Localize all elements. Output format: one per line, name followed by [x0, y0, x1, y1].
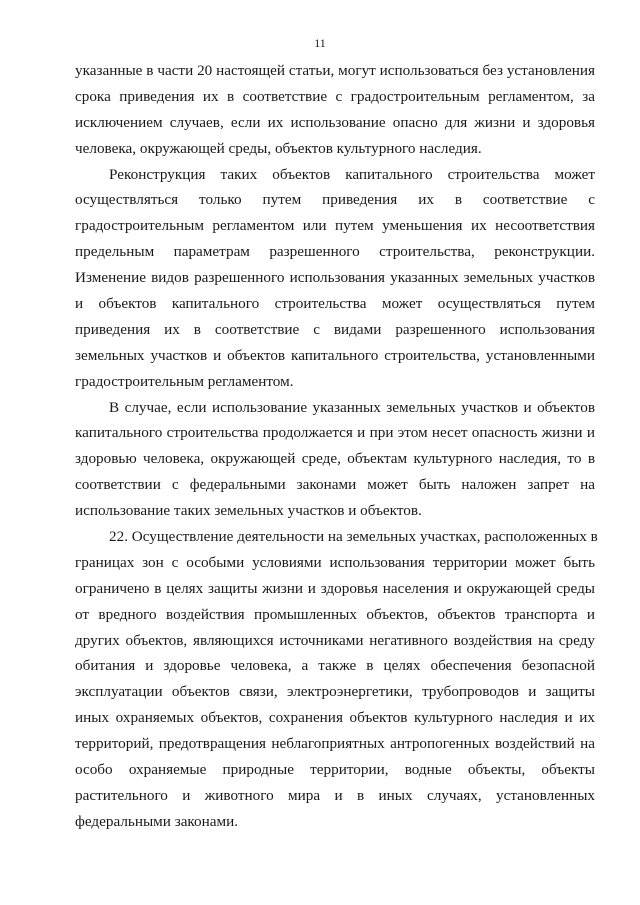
text-line: исключением случаев, если их использование опасно для жизни и здоровья	[75, 113, 595, 131]
text-line: капитального строительства продолжается и при этом несет опасность жизни и	[75, 424, 595, 442]
text-line: особо охраняемые природные территории, водные объекты, объекты	[75, 761, 595, 779]
text-line: осуществляться только путем приведения их в соответствие с	[75, 191, 595, 209]
text-line: срока приведения их в соответствие с градостроительным регламентом, за	[75, 87, 595, 105]
text-line: В случае, если использование указанных земельных участков и объектов	[109, 398, 595, 416]
text-line: и объектов капитального строительства может осуществляться путем	[75, 295, 595, 313]
text-line: приведения их в соответствие с видами разрешенного использования	[75, 320, 595, 338]
text-line: указанные в части 20 настоящей статьи, могут использоваться без установления	[75, 62, 595, 79]
text-line: границах зон с особыми условиями использования территории может быть	[75, 553, 595, 571]
paragraph-3	[75, 395, 595, 524]
text-line: ограничено в целях защиты жизни и здоровья населения и окружающей среды	[75, 579, 595, 597]
text-line: других объектов, являющихся источниками негативного воздействия на среду	[75, 631, 595, 649]
document-body	[75, 58, 598, 835]
text-line: земельных участков и объектов капитального строительства, установленными	[75, 346, 595, 364]
text-line: использование таких земельных участков и объектов.	[75, 502, 422, 520]
text-line: территорий, предотвращения неблагоприятных антропогенных воздействий на	[75, 735, 595, 753]
text-line: здоровью человека, окружающей среде, объектам культурного наследия, то в	[75, 450, 595, 468]
paragraph-4	[75, 524, 598, 835]
text-line: 22. Осуществление деятельности на земельных участках, расположенных в	[109, 528, 598, 546]
page-number: 11	[314, 36, 326, 50]
text-line: градостроительным регламентом или путем уменьшения их несоответствия	[75, 217, 595, 235]
text-line: обитания и здоровье человека, а также в целях обеспечения безопасной	[75, 657, 595, 675]
text-line: предельным параметрам разрешенного строительства, реконструкции.	[75, 243, 595, 261]
text-line: растительного и животного мира и в иных случаях, установленных	[75, 786, 595, 804]
text-line: градостроительным регламентом.	[75, 372, 294, 390]
text-line: иных охраняемых объектов, сохранения объектов культурного наследия и их	[75, 709, 595, 727]
paragraph-1	[75, 58, 595, 162]
text-line: соответствии с федеральными законами может быть наложен запрет на	[75, 476, 595, 494]
paragraph-2	[75, 162, 595, 395]
text-line: Реконструкция таких объектов капитального строительства может	[109, 165, 595, 183]
text-line: Изменение видов разрешенного использования указанных земельных участков	[75, 269, 595, 287]
text-line: человека, окружающей среды, объектов культурного наследия.	[75, 139, 482, 157]
text-line: федеральными законами.	[75, 812, 239, 830]
text-line: от вредного воздействия промышленных объектов, объектов транспорта и	[75, 605, 595, 623]
text-line: эксплуатации объектов связи, электроэнергетики, трубопроводов и защиты	[75, 683, 595, 701]
